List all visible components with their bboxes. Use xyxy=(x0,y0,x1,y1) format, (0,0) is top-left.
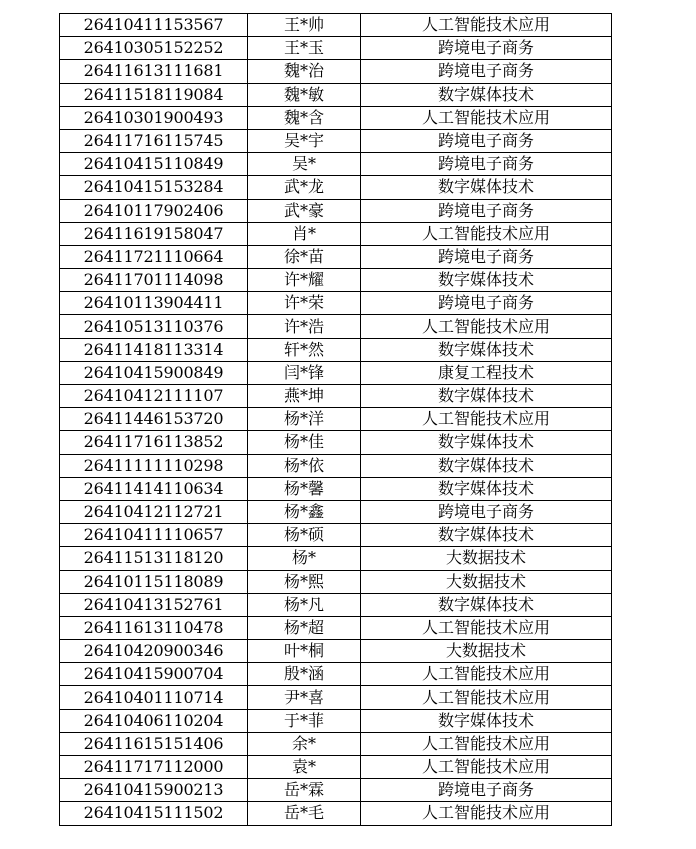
major-cell: 数字媒体技术 xyxy=(361,477,612,500)
candidate-id-cell: 26411717112000 xyxy=(60,756,248,779)
candidate-id-cell: 26411513118120 xyxy=(60,547,248,570)
candidate-name-cell: 徐*苗 xyxy=(248,245,361,268)
candidate-id-cell: 26411716113852 xyxy=(60,431,248,454)
major-cell: 数字媒体技术 xyxy=(361,431,612,454)
candidate-name-cell: 燕*坤 xyxy=(248,385,361,408)
candidate-id-cell: 26411619158047 xyxy=(60,222,248,245)
major-cell: 数字媒体技术 xyxy=(361,83,612,106)
table-row xyxy=(60,779,612,802)
candidate-name-cell: 魏*治 xyxy=(248,60,361,83)
major-cell: 数字媒体技术 xyxy=(361,524,612,547)
major-cell: 跨境电子商务 xyxy=(361,199,612,222)
major-cell: 跨境电子商务 xyxy=(361,292,612,315)
candidate-id-cell: 26410412111107 xyxy=(60,385,248,408)
candidate-id-cell: 26410412112721 xyxy=(60,500,248,523)
candidate-name-cell: 岳*霖 xyxy=(248,779,361,802)
table-row xyxy=(60,315,612,338)
candidate-id-cell: 26411446153720 xyxy=(60,408,248,431)
major-cell: 跨境电子商务 xyxy=(361,37,612,60)
candidate-id-cell: 26410117902406 xyxy=(60,199,248,222)
candidate-id-cell: 26410415110849 xyxy=(60,153,248,176)
major-cell: 跨境电子商务 xyxy=(361,500,612,523)
candidate-id-cell: 26410406110204 xyxy=(60,709,248,732)
candidate-id-cell: 26411613110478 xyxy=(60,616,248,639)
candidate-name-cell: 王*玉 xyxy=(248,37,361,60)
candidate-name-cell: 杨*馨 xyxy=(248,477,361,500)
table-row xyxy=(60,663,612,686)
major-cell: 数字媒体技术 xyxy=(361,385,612,408)
table-row xyxy=(60,199,612,222)
major-cell: 跨境电子商务 xyxy=(361,60,612,83)
candidate-name-cell: 吴*宇 xyxy=(248,129,361,152)
candidate-id-cell: 26411518119084 xyxy=(60,83,248,106)
major-cell: 数字媒体技术 xyxy=(361,176,612,199)
major-cell: 跨境电子商务 xyxy=(361,153,612,176)
table-row xyxy=(60,83,612,106)
candidate-id-cell: 26410401110714 xyxy=(60,686,248,709)
candidate-name-cell: 杨*硕 xyxy=(248,524,361,547)
candidate-name-cell: 余* xyxy=(248,732,361,755)
candidate-name-cell: 杨*洋 xyxy=(248,408,361,431)
candidate-id-cell: 26410413152761 xyxy=(60,593,248,616)
table-row xyxy=(60,732,612,755)
roster-table-body xyxy=(60,14,612,826)
candidate-name-cell: 轩*然 xyxy=(248,338,361,361)
candidate-id-cell: 26410420900346 xyxy=(60,640,248,663)
candidate-name-cell: 殷*涵 xyxy=(248,663,361,686)
candidate-name-cell: 杨* xyxy=(248,547,361,570)
candidate-name-cell: 王*帅 xyxy=(248,14,361,37)
candidate-name-cell: 杨*超 xyxy=(248,616,361,639)
major-cell: 数字媒体技术 xyxy=(361,454,612,477)
candidate-name-cell: 杨*鑫 xyxy=(248,500,361,523)
table-row xyxy=(60,153,612,176)
major-cell: 人工智能技术应用 xyxy=(361,663,612,686)
candidate-name-cell: 许*耀 xyxy=(248,269,361,292)
major-cell: 人工智能技术应用 xyxy=(361,315,612,338)
candidate-name-cell: 尹*喜 xyxy=(248,686,361,709)
table-row xyxy=(60,385,612,408)
table-row xyxy=(60,709,612,732)
major-cell: 康复工程技术 xyxy=(361,361,612,384)
candidate-name-cell: 杨*凡 xyxy=(248,593,361,616)
major-cell: 大数据技术 xyxy=(361,547,612,570)
candidate-name-cell: 吴* xyxy=(248,153,361,176)
major-cell: 跨境电子商务 xyxy=(361,779,612,802)
table-row xyxy=(60,361,612,384)
table-row xyxy=(60,640,612,663)
table-row xyxy=(60,686,612,709)
candidate-id-cell: 26411721110664 xyxy=(60,245,248,268)
table-row xyxy=(60,431,612,454)
table-row xyxy=(60,477,612,500)
candidate-id-cell: 26411716115745 xyxy=(60,129,248,152)
table-row xyxy=(60,500,612,523)
major-cell: 大数据技术 xyxy=(361,570,612,593)
candidate-id-cell: 26411613111681 xyxy=(60,60,248,83)
candidate-name-cell: 袁* xyxy=(248,756,361,779)
table-row xyxy=(60,454,612,477)
major-cell: 大数据技术 xyxy=(361,640,612,663)
table-row xyxy=(60,245,612,268)
roster-table xyxy=(59,13,612,826)
candidate-name-cell: 武*豪 xyxy=(248,199,361,222)
candidate-id-cell: 26410301900493 xyxy=(60,106,248,129)
candidate-id-cell: 26410415153284 xyxy=(60,176,248,199)
candidate-name-cell: 杨*熙 xyxy=(248,570,361,593)
candidate-name-cell: 杨*依 xyxy=(248,454,361,477)
table-row xyxy=(60,222,612,245)
major-cell: 数字媒体技术 xyxy=(361,709,612,732)
table-row xyxy=(60,176,612,199)
candidate-name-cell: 于*菲 xyxy=(248,709,361,732)
major-cell: 人工智能技术应用 xyxy=(361,106,612,129)
candidate-id-cell: 26411111110298 xyxy=(60,454,248,477)
major-cell: 数字媒体技术 xyxy=(361,593,612,616)
major-cell: 数字媒体技术 xyxy=(361,269,612,292)
candidate-id-cell: 26410411110657 xyxy=(60,524,248,547)
table-row xyxy=(60,338,612,361)
table-row xyxy=(60,593,612,616)
candidate-id-cell: 26411418113314 xyxy=(60,338,248,361)
major-cell: 跨境电子商务 xyxy=(361,129,612,152)
candidate-name-cell: 许*荣 xyxy=(248,292,361,315)
table-row xyxy=(60,547,612,570)
table-row xyxy=(60,802,612,825)
candidate-name-cell: 叶*桐 xyxy=(248,640,361,663)
candidate-id-cell: 26410115118089 xyxy=(60,570,248,593)
table-row xyxy=(60,14,612,37)
candidate-name-cell: 杨*佳 xyxy=(248,431,361,454)
candidate-id-cell: 26411615151406 xyxy=(60,732,248,755)
table-row xyxy=(60,616,612,639)
major-cell: 人工智能技术应用 xyxy=(361,14,612,37)
candidate-id-cell: 26410415900849 xyxy=(60,361,248,384)
table-row xyxy=(60,524,612,547)
candidate-id-cell: 26410415111502 xyxy=(60,802,248,825)
candidate-name-cell: 闫*锋 xyxy=(248,361,361,384)
table-row xyxy=(60,129,612,152)
candidate-name-cell: 武*龙 xyxy=(248,176,361,199)
major-cell: 人工智能技术应用 xyxy=(361,686,612,709)
table-row xyxy=(60,570,612,593)
major-cell: 人工智能技术应用 xyxy=(361,222,612,245)
major-cell: 数字媒体技术 xyxy=(361,338,612,361)
table-row xyxy=(60,37,612,60)
candidate-id-cell: 26410513110376 xyxy=(60,315,248,338)
candidate-id-cell: 26411414110634 xyxy=(60,477,248,500)
table-row xyxy=(60,60,612,83)
table-row xyxy=(60,106,612,129)
table-row xyxy=(60,269,612,292)
major-cell: 人工智能技术应用 xyxy=(361,732,612,755)
table-row xyxy=(60,408,612,431)
major-cell: 人工智能技术应用 xyxy=(361,756,612,779)
table-row xyxy=(60,292,612,315)
candidate-name-cell: 魏*敏 xyxy=(248,83,361,106)
candidate-name-cell: 肖* xyxy=(248,222,361,245)
candidate-name-cell: 魏*含 xyxy=(248,106,361,129)
candidate-name-cell: 许*浩 xyxy=(248,315,361,338)
candidate-name-cell: 岳*毛 xyxy=(248,802,361,825)
major-cell: 人工智能技术应用 xyxy=(361,616,612,639)
candidate-id-cell: 26410305152252 xyxy=(60,37,248,60)
roster-sheet xyxy=(59,13,611,826)
table-row xyxy=(60,756,612,779)
candidate-id-cell: 26410411153567 xyxy=(60,14,248,37)
candidate-id-cell: 26410415900704 xyxy=(60,663,248,686)
major-cell: 人工智能技术应用 xyxy=(361,408,612,431)
major-cell: 跨境电子商务 xyxy=(361,245,612,268)
candidate-id-cell: 26411701114098 xyxy=(60,269,248,292)
major-cell: 人工智能技术应用 xyxy=(361,802,612,825)
candidate-id-cell: 26410415900213 xyxy=(60,779,248,802)
candidate-id-cell: 26410113904411 xyxy=(60,292,248,315)
